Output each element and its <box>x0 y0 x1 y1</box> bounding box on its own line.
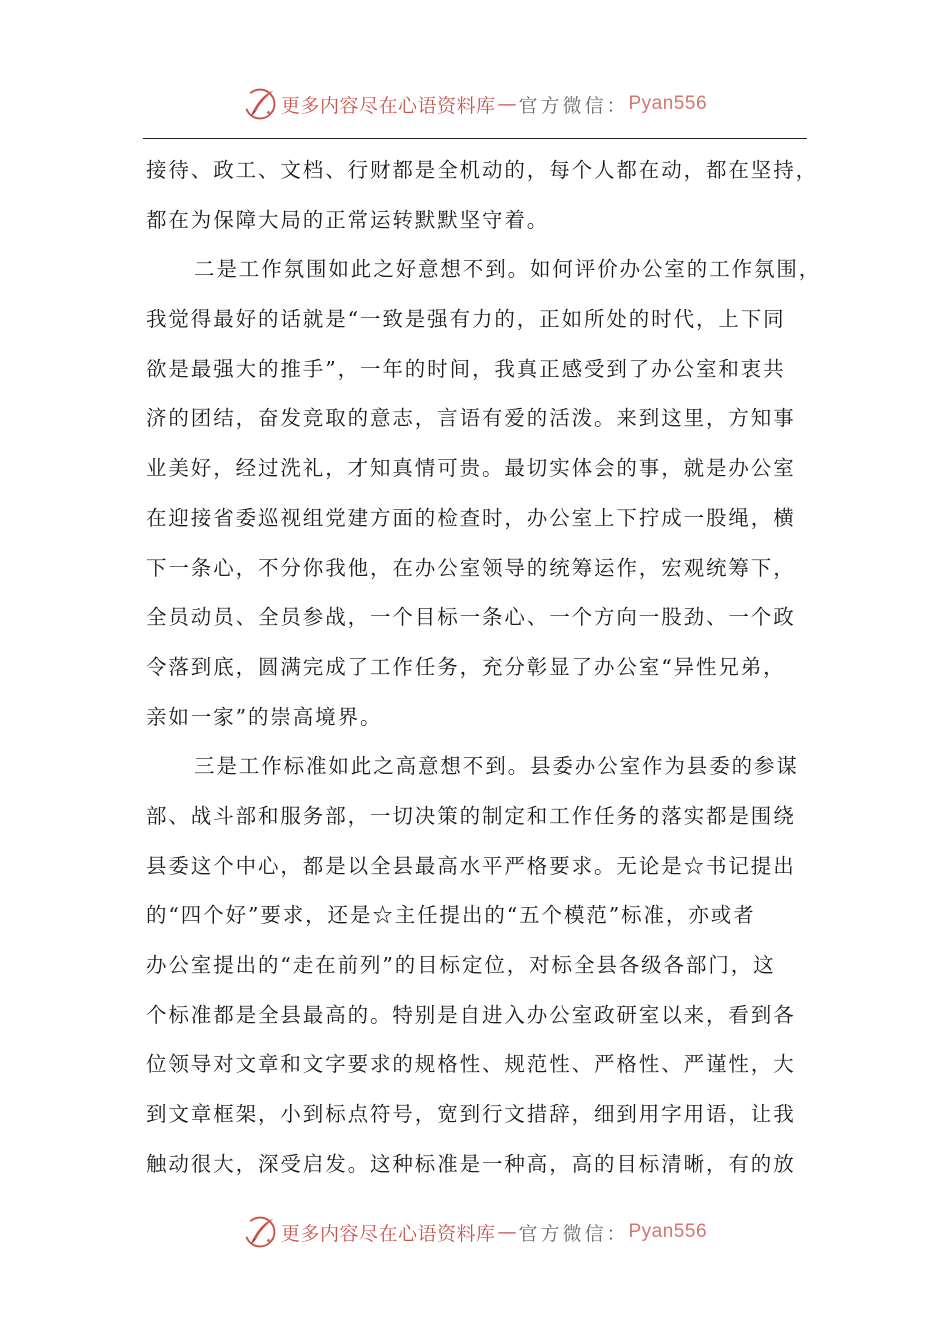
text-line: 全员动员、全员参战，一个目标一条心、一个方向一股劲、一个政 <box>146 605 796 630</box>
header-separator: — <box>497 93 517 115</box>
paragraph-start-line: 二是工作氛围如此之好意想不到。如何评价办公室的工作氛围， <box>194 257 822 282</box>
header-banner <box>0 84 950 124</box>
text-line: 触动很大，深受启发。这种标准是一种高，高的目标清晰，有的放 <box>146 1151 796 1176</box>
header-banner-text <box>281 91 707 118</box>
text-line: 到文章框架，小到标点符号，宽到行文措辞，细到用字用语，让我 <box>146 1102 796 1127</box>
text-line: 我觉得最好的话就是“一致是强有力的，正如所处的时代，上下同 <box>146 307 786 332</box>
text-line: 县委这个中心，都是以全县最高水平严格要求。无论是☆书记提出 <box>146 853 796 878</box>
text-line: 业美好，经过洗礼，才知真情可贵。最切实体会的事，就是办公室 <box>146 456 796 481</box>
text-line: 的“四个好”要求，还是☆主任提出的“五个模范”标准，亦或者 <box>146 903 756 928</box>
text-line: 令落到底，圆满完成了工作任务，充分彰显了办公室“异性兄弟， <box>146 654 786 679</box>
text-line: 欲是最强大的推手”，一年的时间，我真正感受到了办公室和衷共 <box>146 356 786 381</box>
footer-separator: — <box>497 1221 517 1243</box>
quill-logo-icon <box>243 1215 277 1249</box>
footer-banner <box>0 1212 950 1252</box>
text-line: 办公室提出的“走在前列”的目标定位，对标全县各级各部门，这 <box>146 953 776 977</box>
header-wechat-id: Pyan556 <box>628 93 708 114</box>
text-line: 接待、政工、文档、行财都是全机动的，每个人都在动，都在坚持， <box>146 158 818 182</box>
footer-wechat-id: Pyan556 <box>628 1221 708 1242</box>
footer-brand: 更多内容尽在心语资料库 <box>280 1222 496 1245</box>
text-line: 下一条心，不分你我他，在办公室领导的统筹运作，宏观统筹下， <box>146 555 796 580</box>
quill-logo-icon <box>243 87 277 121</box>
text-line: 部、战斗部和服务部，一切决策的制定和工作任务的落实都是围绕 <box>146 803 796 828</box>
footer-banner-text <box>281 1219 707 1246</box>
header-divider <box>143 138 807 139</box>
text-line: 位领导对文章和文字要求的规格性、规范性、严格性、严谨性，大 <box>146 1052 796 1077</box>
text-line: 在迎接省委巡视组党建方面的检查时，办公室上下拧成一股绳，横 <box>146 505 796 530</box>
text-line: 都在为保障大局的正常运转默默坚守着。 <box>146 207 550 232</box>
paragraph-start-line: 三是工作标准如此之高意想不到。县委办公室作为县委的参谋 <box>194 754 799 779</box>
text-line: 济的团结，奋发竞取的意志，言语有爱的活泼。来到这里，方知事 <box>146 406 796 431</box>
document-body <box>146 146 822 1189</box>
header-official-label: 官方微信： <box>518 94 629 117</box>
text-line: 亲如一家”的崇高境界。 <box>146 704 383 729</box>
header-brand: 更多内容尽在心语资料库 <box>280 94 496 117</box>
text-line: 个标准都是全县最高的。特别是自进入办公室政研室以来，看到各 <box>146 1002 796 1027</box>
footer-official-label: 官方微信： <box>518 1222 629 1245</box>
